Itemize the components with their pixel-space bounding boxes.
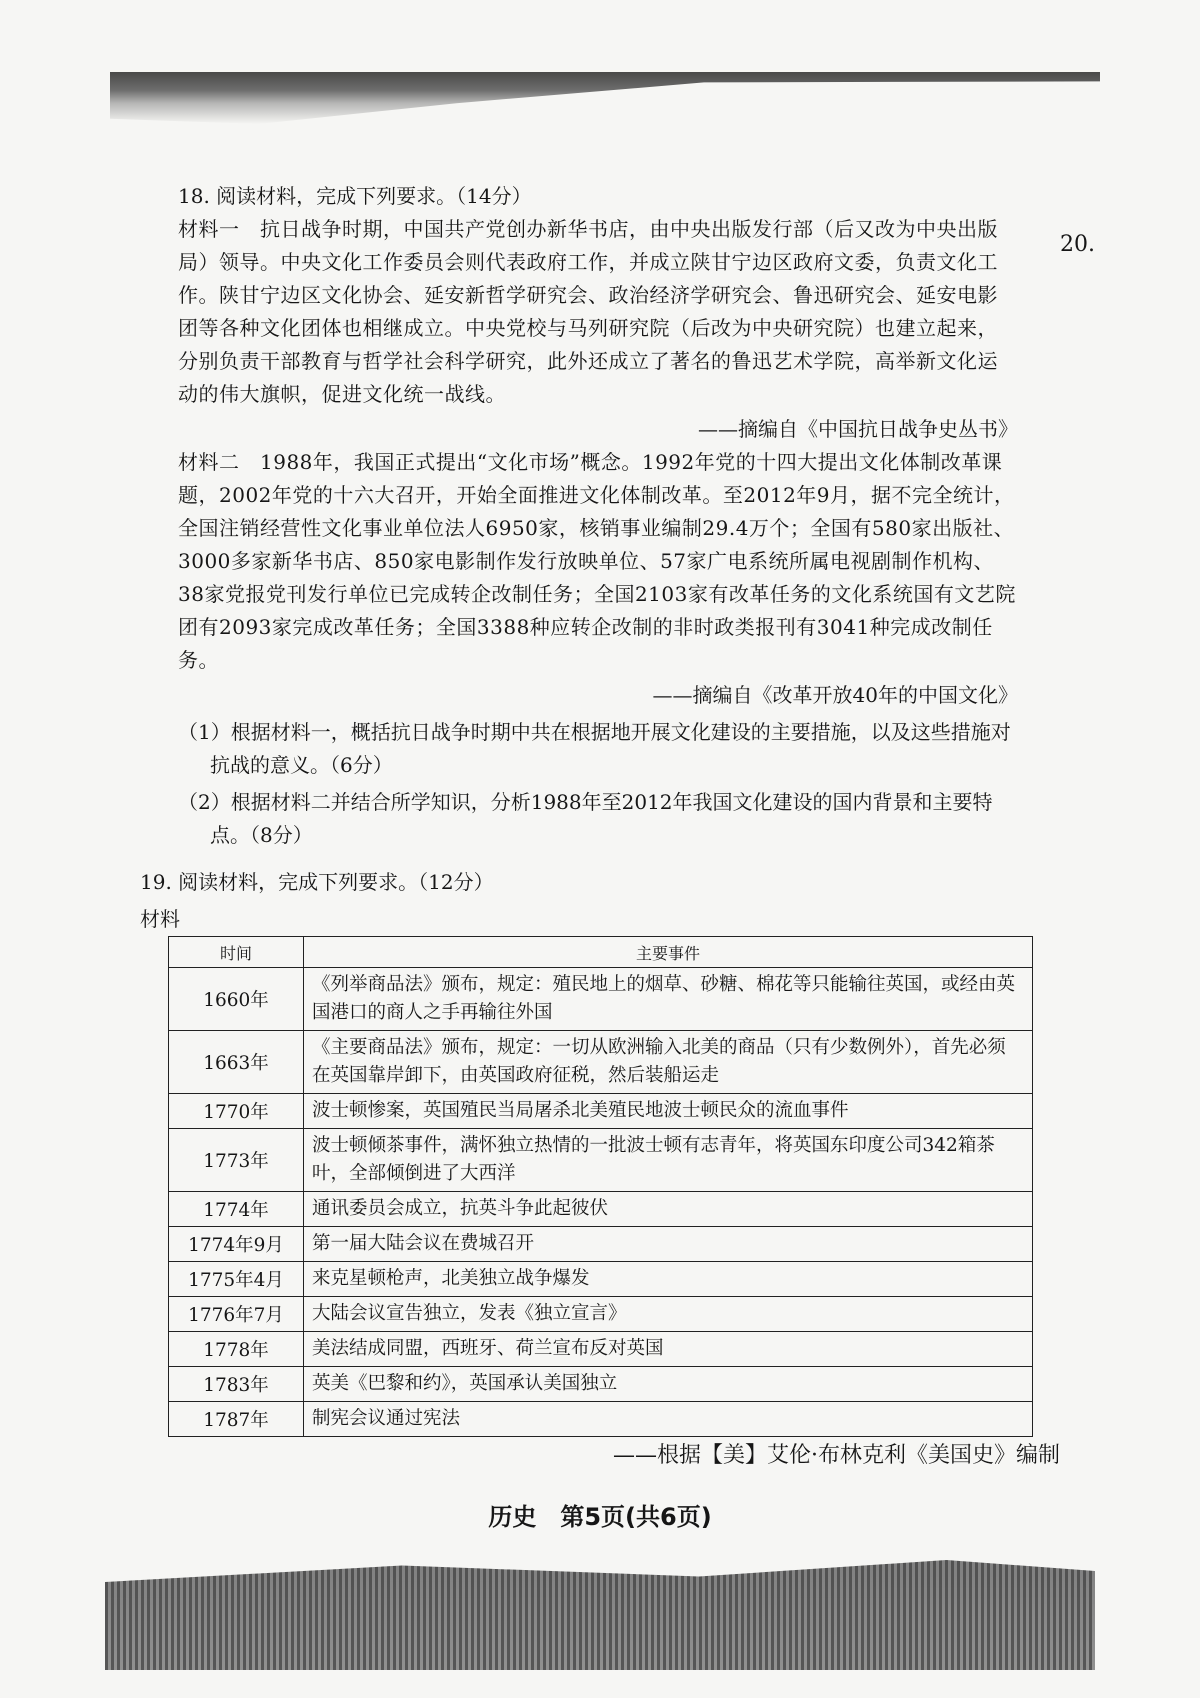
table-row: [169, 1129, 1033, 1192]
event-time: 1776年7月: [169, 1297, 304, 1332]
question-19-heading: 19. 阅读材料，完成下列要求。（12分）: [140, 870, 494, 894]
event-time: 1770年: [169, 1094, 304, 1129]
scan-shadow-bottom: [105, 1560, 1095, 1670]
event-description: 波士顿倾茶事件，满怀独立热情的一批波士顿有志青年，将英国东印度公司342箱茶叶，全部倾倒进了大西洋: [304, 1129, 1033, 1192]
event-time: 1774年: [169, 1192, 304, 1227]
table-row: [169, 1297, 1033, 1332]
question-18-part-1: （1）根据材料一，概括抗日战争时期中共在根据地开展文化建设的主要措施，以及这些措施对抗战的意义。（6分）: [178, 720, 1011, 777]
table-row: [169, 1094, 1033, 1129]
table-row: [169, 1262, 1033, 1297]
event-time: 1663年: [169, 1031, 304, 1094]
event-time: 1787年: [169, 1402, 304, 1437]
header-time: 时间: [169, 937, 304, 968]
question-18-heading: 18. 阅读材料，完成下列要求。（14分）: [178, 184, 532, 208]
table-row: [169, 1192, 1033, 1227]
event-description: 大陆会议宣告独立，发表《独立宣言》: [304, 1297, 1033, 1332]
material-1: 材料一 抗日战争时期，中国共产党创办新华书店，由中央出版发行部（后又改为中央出版局）领导。中央文化工作委员会则代表政府工作，并成立陕甘宁边区政府文委，负责文化工作。陕甘宁边区文化协会、延安新哲学研究会、政治经济学研究会、鲁迅研究会、延安电影团等各种文化团体也相继成立。中央党校与马列研究院（后改为中央研究院）也建立起来，分别负责干部教育与哲学社会科学研究，此外还成立了著名的鲁迅艺术学院，高举新文化运动的伟大旗帜，促进文化统一战线。: [178, 217, 998, 406]
event-time: 1783年: [169, 1367, 304, 1402]
material-label: 材料: [140, 907, 180, 931]
table-row: [169, 1402, 1033, 1437]
event-description: 英美《巴黎和约》，英国承认美国独立: [304, 1367, 1033, 1402]
question-18-part-2: （2）根据材料二并结合所学知识，分析1988年至2012年我国文化建设的国内背景和主要特点。（8分）: [178, 790, 993, 847]
event-time: 1773年: [169, 1129, 304, 1192]
events-table: [168, 936, 1033, 1437]
event-description: 第一届大陆会议在费城召开: [304, 1227, 1033, 1262]
header-event: 主要事件: [304, 937, 1033, 968]
question-18: [178, 180, 1018, 852]
material-1-source: ——摘编自《中国抗日战争史丛书》: [698, 417, 1018, 441]
event-description: 通讯委员会成立，抗英斗争此起彼伏: [304, 1192, 1033, 1227]
table-row: [169, 1031, 1033, 1094]
event-description: 美法结成同盟，西班牙、荷兰宣布反对英国: [304, 1332, 1033, 1367]
event-description: 波士顿惨案，英国殖民当局屠杀北美殖民地波士顿民众的流血事件: [304, 1094, 1033, 1129]
material-2-source: ——摘编自《改革开放40年的中国文化》: [652, 683, 1018, 707]
question-19: [140, 866, 1040, 936]
margin-question-number: 20.: [1060, 232, 1095, 257]
event-time: 1778年: [169, 1332, 304, 1367]
event-description: 来克星顿枪声，北美独立战争爆发: [304, 1262, 1033, 1297]
scan-shadow-top: [110, 72, 1100, 124]
event-time: 1775年4月: [169, 1262, 304, 1297]
event-time: 1660年: [169, 968, 304, 1031]
event-description: 《主要商品法》颁布，规定：一切从欧洲输入北美的商品（只有少数例外），首先必须在英国靠岸卸下，由英国政府征税，然后装船运走: [304, 1031, 1033, 1094]
table-row: [169, 1332, 1033, 1367]
table-row: [169, 1367, 1033, 1402]
page-number: 历史 第5页(共6页): [488, 1503, 712, 1531]
table-row: [169, 968, 1033, 1031]
table-source: ——根据【美】艾伦·布林克利《美国史》编制: [613, 1443, 1060, 1468]
table-header-row: [169, 937, 1033, 968]
table-row: [169, 1227, 1033, 1262]
event-time: 1774年9月: [169, 1227, 304, 1262]
material-2: 材料二 1988年，我国正式提出“文化市场”概念。1992年党的十四大提出文化体制改革课题，2002年党的十六大召开，开始全面推进文化体制改革。至2012年9月，据不完全统计，全国注销经营性文化事业单位法人6950家，核销事业编制29.4万个；全国有580家出版社、3000多家新华书店、850家电影制作发行放映单位、57家广电系统所属电视剧制作机构、38家党报党刊发行单位已完成转企改制任务；全国2103家有改革任务的文化系统国有文艺院团有2093家完成改革任务；全国3388种应转企改制的非时政类报刊有3041种完成改制任务。: [178, 450, 1016, 672]
event-description: 制宪会议通过宪法: [304, 1402, 1033, 1437]
event-description: 《列举商品法》颁布，规定：殖民地上的烟草、砂糖、棉花等只能输往英国，或经由英国港口的商人之手再输往外国: [304, 968, 1033, 1031]
